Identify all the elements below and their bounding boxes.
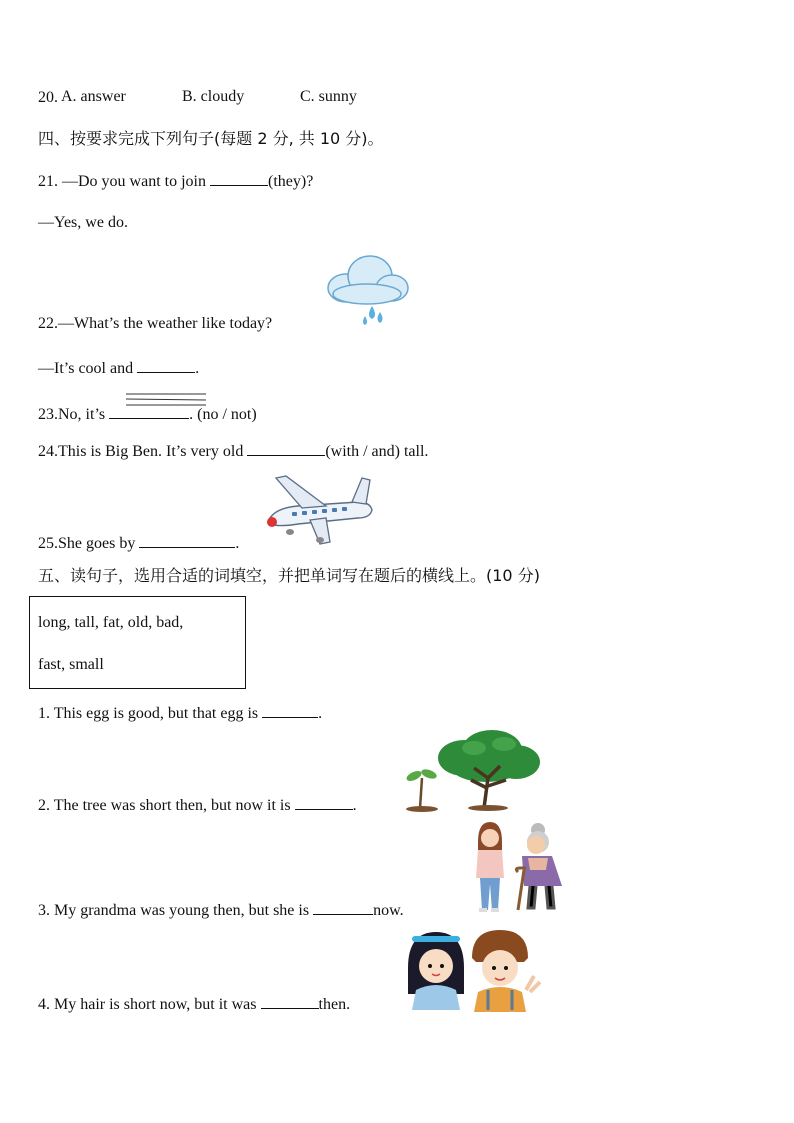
s1-blank[interactable] xyxy=(262,703,318,718)
question-21 xyxy=(38,171,313,192)
q20-option-a: A. answer xyxy=(61,88,126,105)
word-bank-line-2: fast, small xyxy=(38,656,104,673)
s2-text: 2. The tree was short then, but now it is xyxy=(38,797,295,814)
s4-then: then. xyxy=(318,996,351,1013)
q21-hint: (they)? xyxy=(268,173,314,190)
airplane-icon xyxy=(258,470,376,550)
q22-period: . xyxy=(195,360,200,377)
sentence-3 xyxy=(38,900,404,921)
sentence-2 xyxy=(38,795,357,816)
q24-hint: (with / and) tall. xyxy=(325,443,429,460)
s2-blank[interactable] xyxy=(295,795,353,810)
q21-text: 21. —Do you want to join xyxy=(38,173,210,190)
q25-period: . xyxy=(235,535,240,552)
word-bank-line-1: long, tall, fat, old, bad, xyxy=(38,614,184,631)
writing-lines-icon xyxy=(124,391,208,413)
q20-option-c: C. sunny xyxy=(300,88,357,105)
big-tree-icon xyxy=(434,728,544,812)
q23-text: 23.No, it’s xyxy=(38,406,110,423)
q23-hint: . (no / not) xyxy=(189,406,257,423)
word-bank-box xyxy=(29,596,246,689)
s4-blank[interactable] xyxy=(261,994,319,1009)
s4-text: 4. My hair is short now, but it was xyxy=(38,996,261,1013)
s1-text: 1. This egg is good, but that egg is xyxy=(38,705,263,722)
q20-option-b: B. cloudy xyxy=(182,88,245,105)
sentence-4 xyxy=(38,994,350,1015)
rain-cloud-icon xyxy=(322,250,412,332)
question-22: 22.—What’s the weather like today? xyxy=(38,315,273,332)
s3-text: 3. My grandma was young then, but she is xyxy=(38,902,314,919)
q20-number: 20. xyxy=(38,89,58,106)
q25-text: 25.She goes by xyxy=(38,535,140,552)
girl-and-boy-icon xyxy=(402,928,544,1012)
s3-blank[interactable] xyxy=(313,900,373,915)
q21-answer: —Yes, we do. xyxy=(38,214,128,231)
question-20 xyxy=(38,88,58,108)
question-24 xyxy=(38,441,428,462)
q24-text: 24.This is Big Ben. It’s very old xyxy=(38,443,248,460)
s1-period: . xyxy=(318,705,323,722)
young-woman-and-grandma-icon xyxy=(466,820,578,914)
section-5-title: 五、读句子，选用合适的词填空，并把单词写在题后的横线上。(10 分) xyxy=(38,566,540,585)
q25-blank[interactable] xyxy=(139,533,235,548)
section-4-title: 四、按要求完成下列句子(每题 2 分, 共 10 分)。 xyxy=(38,129,384,148)
sentence-1 xyxy=(38,703,322,724)
q22-answer xyxy=(38,358,199,379)
q21-blank[interactable] xyxy=(210,171,268,186)
q22-blank[interactable] xyxy=(137,358,195,373)
q22-answer-text: —It’s cool and xyxy=(38,360,138,377)
q24-blank[interactable] xyxy=(247,441,325,456)
question-25 xyxy=(38,533,239,554)
s3-now: now. xyxy=(373,902,404,919)
s2-period: . xyxy=(352,797,357,814)
